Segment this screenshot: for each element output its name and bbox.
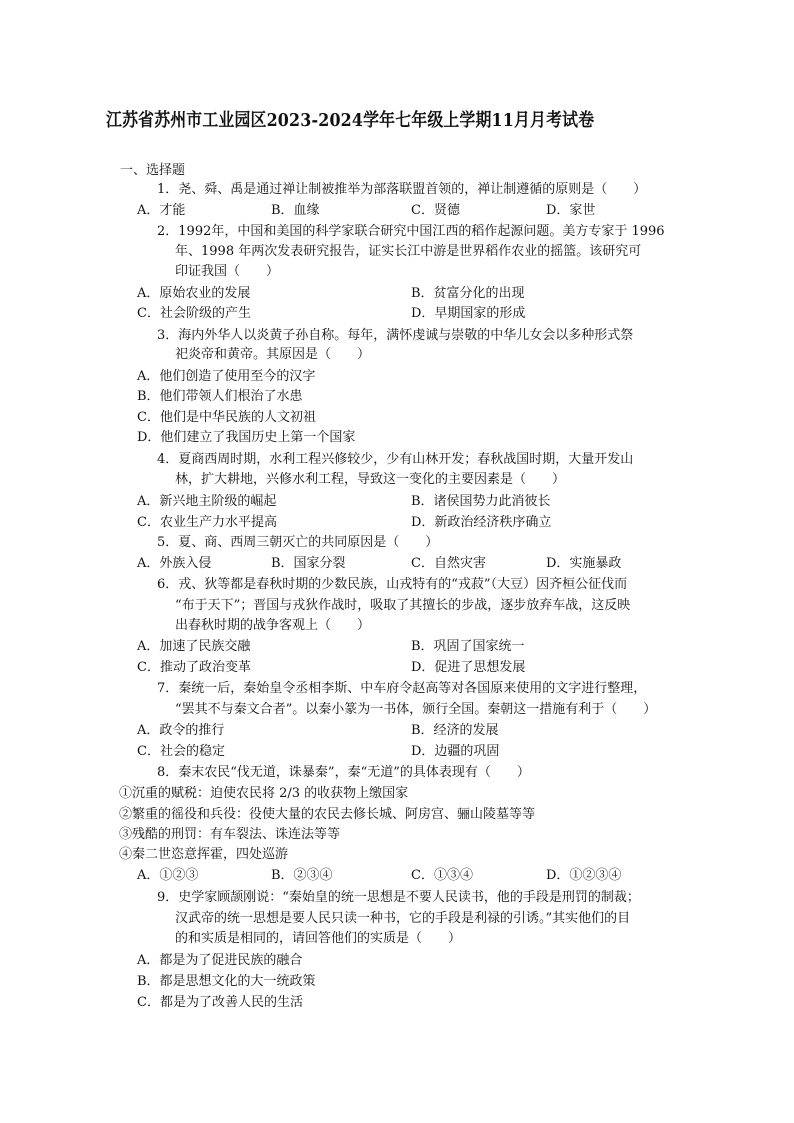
option-b: B．国家分裂	[271, 556, 346, 571]
option-b: B．都是思想文化的大一统政策	[137, 974, 316, 989]
option-c: C．①③④	[411, 868, 473, 883]
option-d: D．边疆的巩固	[411, 744, 500, 759]
option-a: A．政令的推行	[137, 723, 225, 738]
option-d: D．他们建立了我国历史上第一个国家	[137, 430, 356, 445]
exam-title: 江苏省苏州市工业园区2023-2024学年七年级上学期11月月考试卷	[106, 110, 595, 131]
option-d: D．家世	[546, 203, 596, 218]
option-c: C．社会的稳定	[137, 744, 225, 759]
option-a: A．加速了民族交融	[137, 639, 251, 654]
option-d: D．促进了思想发展	[411, 660, 526, 675]
option-c: C．贤德	[411, 203, 460, 218]
option-d: D．①②③④	[546, 868, 622, 883]
question-stem-cont: “布于天下”；晋国与戎狄作战时，吸取了其擅长的步战，逐步放弃车战，这反映	[175, 598, 631, 613]
question-stem: 1．尧、舜、禹是通过禅让制被推举为部落联盟首领的，禅让制遵循的原则是（ ）	[157, 182, 647, 197]
question-stem: 6．戎、狄等都是春秋时期的少数民族，山戎特有的“戎菽”（大豆）因齐桓公征伐而	[157, 577, 628, 592]
question-stem: 7．秦统一后，秦始皇令丞相李斯、中车府令赵高等对各国原来使用的文字进行整理，	[157, 681, 647, 696]
option-b: B．②③④	[271, 868, 333, 883]
option-d: D．新政治经济秩序确立	[411, 515, 552, 530]
option-a: A．①②③	[137, 868, 199, 883]
option-a: A．都是为了促进民族的融合	[137, 953, 303, 968]
option-b: B．他们带领人们根治了水患	[137, 389, 303, 404]
question-stem-cont: 汉武帝的统一思想是要人民只读一种书，它的手段是利禄的引诱。”其实他们的目	[175, 911, 631, 926]
option-c: C．推动了政治变革	[137, 660, 251, 675]
option-a: A．才能	[137, 203, 186, 218]
option-c: C．他们是中华民族的人文初祖	[137, 410, 316, 425]
question-stem-cont: 印证我国（ ）	[175, 264, 280, 279]
statement-item: ①沉重的赋税：迫使农民将 2/3 的收获物上缴国家	[119, 786, 409, 801]
option-b: B．贫富分化的出现	[411, 286, 525, 301]
question-stem: 8．秦末农民“伐无道，诛暴秦”，秦“无道”的具体表现有（ ）	[157, 765, 530, 780]
question-stem-cont: 的和实质是相同的，请回答他们的实质是（ ）	[175, 931, 462, 946]
question-stem: 9．史学家顾颉刚说：“秦始皇的统一思想是不要人民读书，他的手段是刑罚的制裁；	[157, 890, 640, 905]
question-stem: 4．夏商西周时期，水利工程兴修较少，少有山林开发；春秋战国时期，大量开发山	[157, 452, 634, 467]
statement-item: ②繁重的徭役和兵役：役使大量的农民去修长城、阿房宫、骊山陵墓等等	[119, 807, 536, 822]
question-stem-cont: 林，扩大耕地，兴修水利工程，导致这一变化的主要因素是（ ）	[175, 472, 566, 487]
question-stem: 3．海内外华人以炎黄子孙自称。每年，满怀虔诚与崇敬的中华儿女会以多种形式祭	[157, 328, 634, 343]
section-heading: 一、选择题	[120, 163, 186, 178]
option-b: B．巩固了国家统一	[411, 639, 525, 654]
option-c: C．社会阶级的产生	[137, 306, 251, 321]
statement-item: ④秦二世恣意挥霍，四处巡游	[119, 847, 289, 862]
option-a: A．他们创造了使用至今的汉字	[137, 369, 316, 384]
option-c: C．都是为了改善人民的生活	[137, 995, 303, 1010]
question-stem: 2．1992年，中国和美国的科学家联合研究中国江西的稻作起源问题。美方专家于 1996	[157, 224, 665, 239]
option-a: A．原始农业的发展	[137, 286, 251, 301]
question-stem: 5．夏、商、西周三朝灭亡的共同原因是（ ）	[157, 535, 439, 550]
option-c: C．农业生产力水平提高	[137, 515, 277, 530]
question-stem-cont: “罢其不与秦文合者”。以秦小篆为一书体，颁行全国。秦朝这一措施有利于（ ）	[175, 702, 657, 717]
option-d: D．实施暴政	[546, 556, 622, 571]
statement-item: ③残酷的刑罚：有车裂法、诛连法等等	[119, 827, 341, 842]
option-b: B．诸侯国势力此消彼长	[411, 494, 551, 509]
option-a: A．外族入侵	[137, 556, 212, 571]
question-stem-cont: 祀炎帝和黄帝。其原因是（ ）	[175, 347, 371, 362]
option-c: C．自然灾害	[411, 556, 486, 571]
option-b: B．经济的发展	[411, 723, 499, 738]
option-d: D．早期国家的形成	[411, 306, 526, 321]
question-stem-cont: 出春秋时期的战争客观上（ ）	[175, 618, 371, 633]
option-b: B．血缘	[271, 203, 320, 218]
question-stem-cont: 年、1998 年两次发表研究报告，证实长江中游是世界稻作农业的摇篮。该研究可	[175, 244, 642, 259]
option-a: A．新兴地主阶级的崛起	[137, 494, 277, 509]
